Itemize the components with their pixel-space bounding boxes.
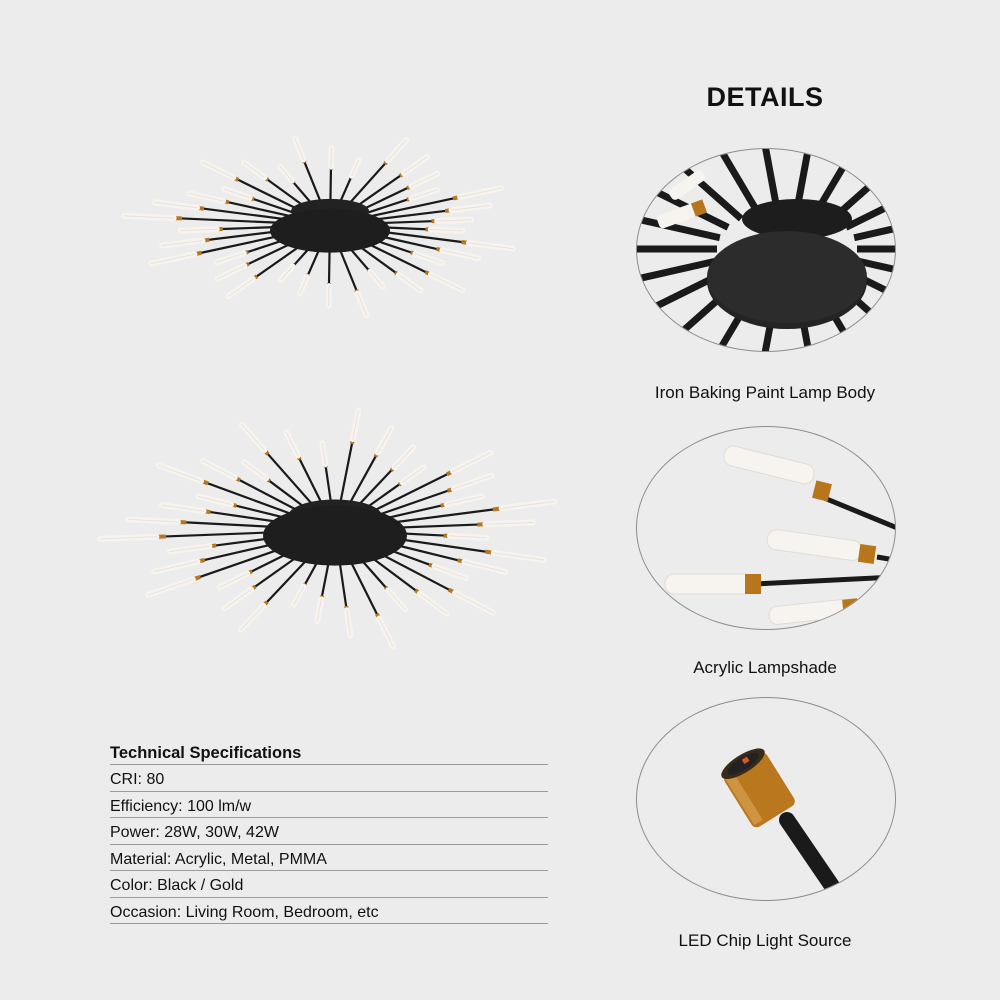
product-image-angled — [100, 120, 560, 320]
details-title: DETAILS — [706, 82, 824, 112]
detail-circle-lamp-body — [636, 148, 896, 352]
spec-row-power: Power: 28W, 30W, 42W — [110, 818, 548, 845]
spec-row-efficiency: Efficiency: 100 lm/w — [110, 792, 548, 819]
spec-row-cri: CRI: 80 — [110, 765, 548, 792]
detail-caption-lamp-body: Iron Baking Paint Lamp Body — [654, 383, 876, 402]
firework-lamp-angled-icon — [100, 120, 560, 320]
spec-row-material: Material: Acrylic, Metal, PMMA — [110, 845, 548, 872]
acrylic-shade-closeup-icon — [637, 427, 895, 629]
spec-row-occasion: Occasion: Living Room, Bedroom, etc — [110, 898, 548, 925]
product-image-front — [80, 390, 590, 650]
spec-row-color: Color: Black / Gold — [110, 871, 548, 898]
detail-caption-led: LED Chip Light Source — [678, 931, 852, 950]
detail-caption-acrylic: Acrylic Lampshade — [693, 658, 837, 677]
lamp-body-closeup-icon — [637, 149, 895, 351]
detail-circle-acrylic — [636, 426, 896, 630]
detail-circle-led — [636, 697, 896, 901]
specs-heading: Technical Specifications — [110, 742, 548, 765]
led-socket-closeup-icon — [637, 698, 895, 900]
firework-lamp-front-icon — [80, 390, 590, 650]
technical-specifications — [110, 742, 548, 924]
